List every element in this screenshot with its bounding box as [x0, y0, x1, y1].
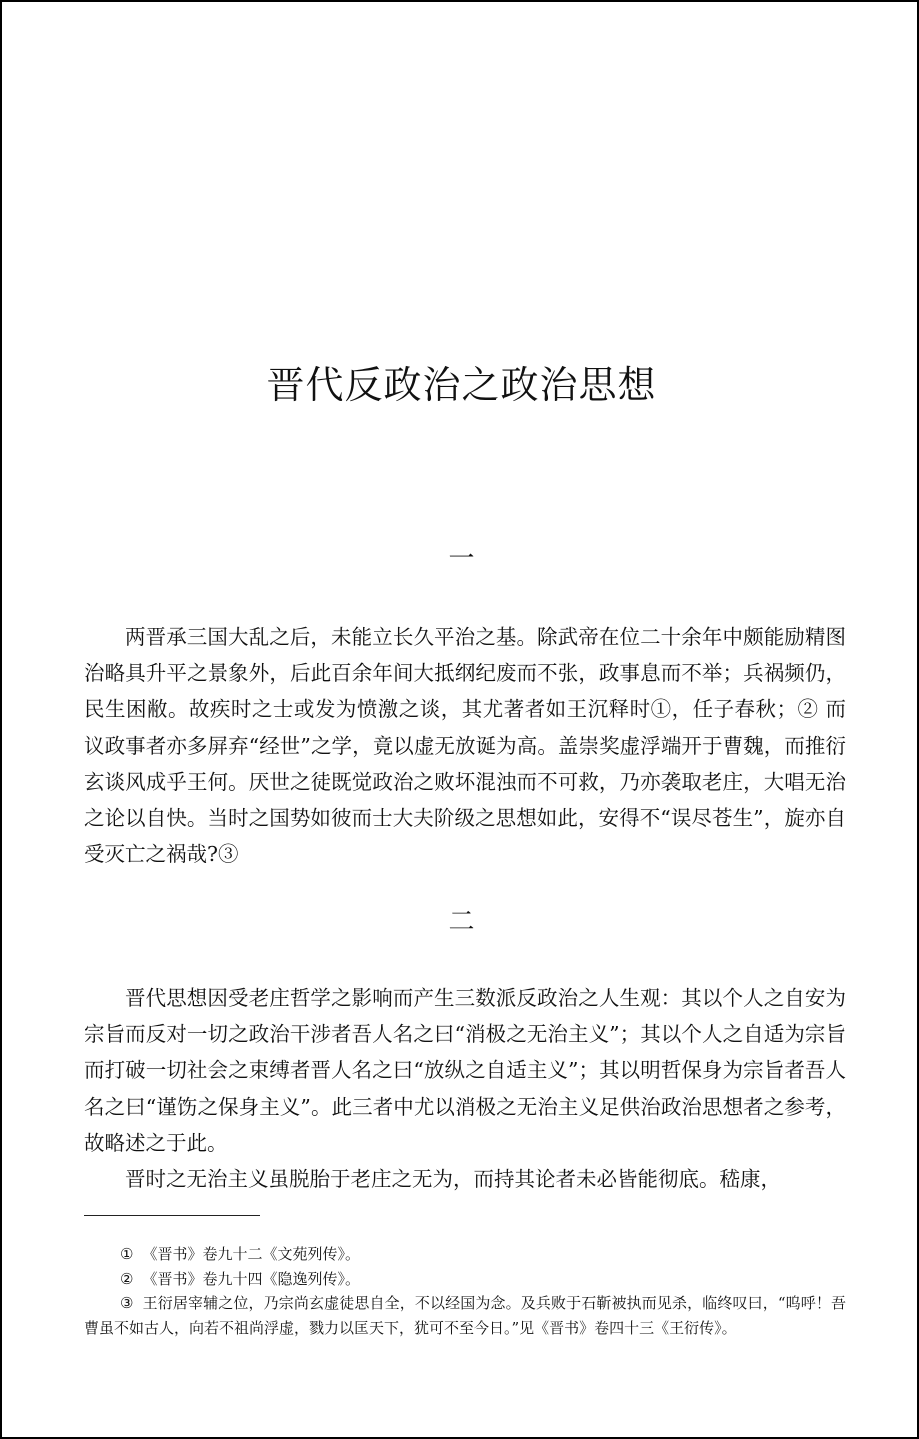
section-heading-1: 一: [448, 544, 475, 574]
paragraph: 两晋承三国大乱之后，未能立长久平治之基。除武帝在位二十余年中颇能励精图治略具升平之景象外，后此百余年间大抵纲纪废而不张，政事息而不举；兵祸频仍，民生困敝。故疾时之士或发为愤激之谈，其尤著者如王沉释时①，任子春秋；② 而议政事者亦多屏弃“经世”之学，竟以虚无放诞为高。盖崇奖虚浮端开于曹魏，而推衍玄谈风成乎王何。厌世之徒既觉政治之败坏混浊而不可救，乃亦袭取老庄，大唱无治之论以自快。当时之国势如彼而士大夫阶级之思想如此，安得不“误尽苍生”，旋亦自受灭亡之祸哉?③: [84, 625, 846, 867]
footnote-text: 王衍居宰辅之位，乃宗尚玄虚徒思自全，不以经国为念。及兵败于石靳被执而见杀，临终叹曰，“呜呼！吾曹虽不如古人，向若不祖尚浮虚，戮力以匡天下，犹可不至今日。”见《晋书》卷四十三《王衍传》。: [84, 1294, 846, 1337]
section-heading-2: 二: [448, 907, 475, 937]
section-2-body: [84, 980, 846, 1197]
footnote-marker: ③: [120, 1294, 134, 1312]
paragraph: 晋时之无治主义虽脱胎于老庄之无为，而持其论者未必皆能彻底。嵇康，: [125, 1167, 781, 1192]
paragraph: 晋代思想因受老庄哲学之影响而产生三数派反政治之人生观：其以个人之自安为宗旨而反对一切之政治干涉者吾人名之曰“消极之无治主义”；其以个人之自适为宗旨而打破一切社会之束缚者晋人名之曰“放纵之自适主义”；其以明哲保身为宗旨者吾人名之曰“谨饬之保身主义”。此三者中尤以消极之无治主义足供治政治思想者之参考，故略述之于此。: [84, 986, 846, 1155]
footnote-divider: [84, 1215, 260, 1216]
footnotes: [84, 1242, 846, 1340]
footnote: [84, 1242, 846, 1267]
footnote-text: 《晋书》卷九十四《隐逸列传》。: [142, 1269, 360, 1288]
section-1-body: [84, 619, 846, 872]
footnote-marker: ②: [120, 1269, 134, 1288]
footnote-text: 《晋书》卷九十二《文苑列传》。: [142, 1245, 360, 1263]
footnote-marker: ①: [120, 1245, 134, 1263]
footnote: [84, 1291, 846, 1340]
chapter-title: 晋代反政治之政治思想: [266, 363, 657, 407]
footnote: [84, 1267, 846, 1292]
